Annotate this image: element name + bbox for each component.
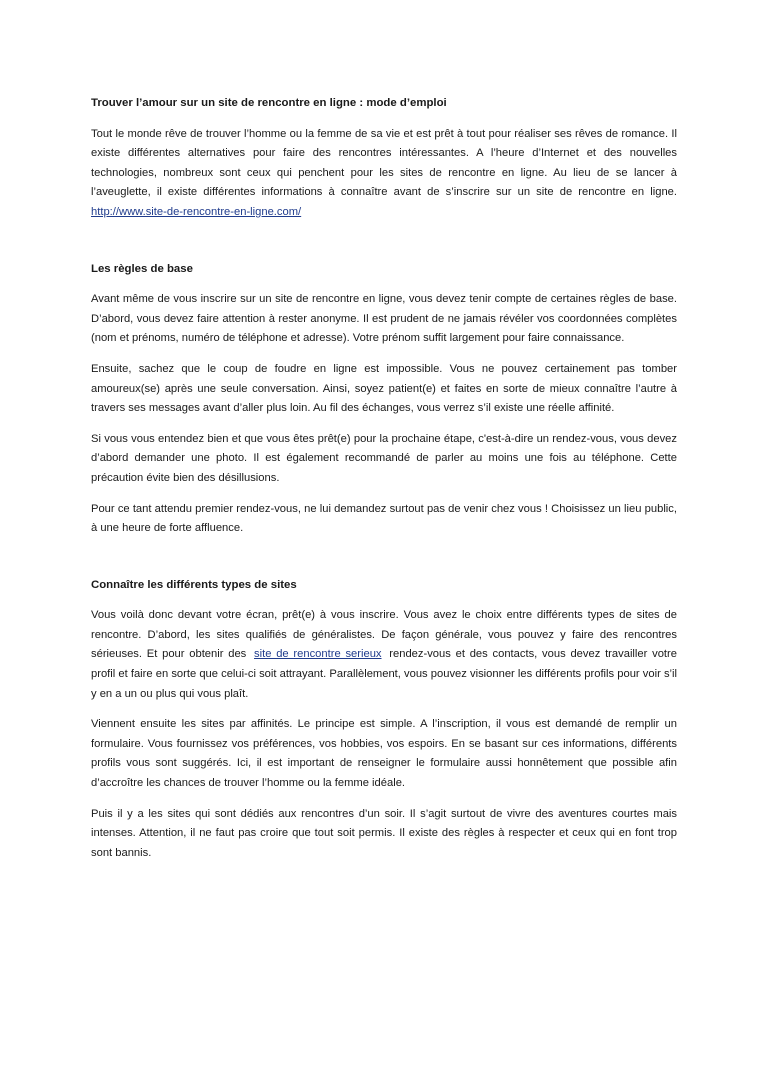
paragraph-types-1 (91, 606, 677, 704)
paragraph-regles-2: Ensuite, sachez que le coup de foudre en ligne est impossible. Vous ne pouvez certainement pas tomber amoureux(se) après une seule conversation. Ainsi, soyez patient(e) et faites en sorte de mieux connaître l’autre à travers ses messages avant d’aller plus loin. Au fil des échanges, vous verrez s’il existe une réelle affinité. (91, 362, 677, 415)
intro-link[interactable]: http://www.site-de-rencontre-en-ligne.com/ (91, 205, 302, 218)
paragraph-regles-3: Si vous vous entendez bien et que vous êtes prêt(e) pour la prochaine étape, c'est-à-dire un rendez-vous, vous devez d’abord demander une photo. Il est également recommandé de parler au moins une fois au téléphone. Cette précaution évite bien des désillusions. (91, 432, 677, 484)
document-title: Trouver l’amour sur un site de rencontre en ligne : mode d’emploi (91, 97, 447, 109)
document-body (91, 94, 677, 863)
types-1-before: Vous voilà donc devant votre écran, prêt(e) à vous inscrire. Vous avez le choix entre différents types de sites de rencontre. D’abord, les sites qualifiés de généralistes. De façon générale, vous pouvez y faire des rencontres sérieuses. Et pour obtenir des (91, 609, 677, 661)
section-heading-regles: Les règles de base (91, 262, 193, 275)
section-heading-types: Connaître les différents types de sites (91, 578, 297, 591)
paragraph-types-2: Viennent ensuite les sites par affinités. Le principe est simple. A l’inscription, il vous est demandé de remplir un formulaire. Vous fournissez vos préférences, vos hobbies, vos espoirs. En se basant sur ces informations, différents profils vous sont suggérés. Ici, il est important de renseigner le formulaire aussi honnêtement que possible afin d’accroître les chances de trouver l’homme ou la femme idéale. (91, 718, 677, 790)
intro-paragraph (91, 125, 677, 223)
site-serieux-link[interactable]: site de rencontre serieux (254, 648, 382, 661)
paragraph-regles-1: Avant même de vous inscrire sur un site de rencontre en ligne, vous devez tenir compte de certaines règles de base. D’abord, vous devez faire attention à rester anonyme. Il est prudent de ne jamais révéler vos coordonnées complètes (nom et prénoms, numéro de téléphone et adresse). Votre prénom suffit largement pour faire connaissance. (91, 293, 677, 345)
paragraph-types-3: Puis il y a les sites qui sont dédiés aux rencontres d’un soir. Il s’agit surtout de vivre des aventures courtes mais intenses. Attention, il ne faut pas croire que tout soit permis. Il existe des règles à respecter et ceux qui en font trop sont bannis. (91, 807, 677, 859)
paragraph-regles-4: Pour ce tant attendu premier rendez-vous, ne lui demandez surtout pas de venir chez vous ! Choisissez un lieu public, à une heure de forte affluence. (91, 502, 677, 535)
intro-text: Tout le monde rêve de trouver l’homme ou la femme de sa vie et est prêt à tout pour réaliser ses rêves de romance. Il existe différentes alternatives pour faire des rencontres intéressantes. A l’heure d’Internet et des nouvelles technologies, nombreux sont ceux qui penchent pour les sites de rencontre en ligne. Au lieu de se lancer à l’aveuglette, il existe différentes informations à connaître avant de s’inscrire sur un site de rencontre en ligne. (91, 127, 677, 199)
types-1-after: rendez-vous et des contacts, vous devez travailler votre profil et faire en sorte que celui-ci soit attrayant. Parallèlement, vous pouvez visionner les différents profils pour voir s’il y en a un ou plus qui vous plaît. (91, 648, 677, 700)
